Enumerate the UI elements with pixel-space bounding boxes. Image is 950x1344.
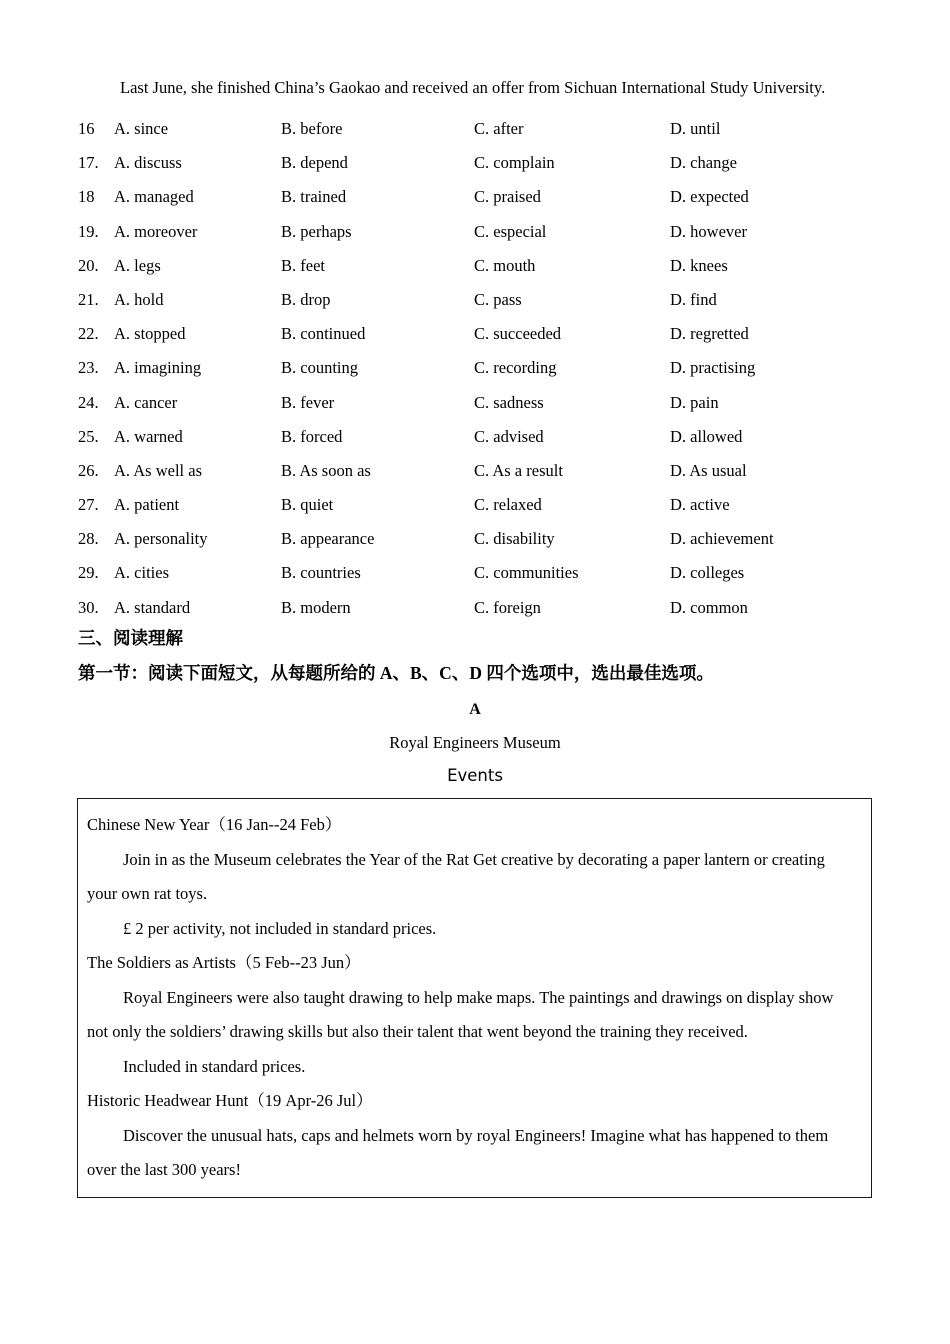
option-choice-b[interactable]: B. quiet: [281, 495, 334, 515]
option-row: [78, 488, 878, 522]
option-choice-b[interactable]: B. perhaps: [281, 221, 352, 241]
option-choice-c[interactable]: C. especial: [474, 221, 547, 241]
option-row: [78, 317, 878, 351]
option-number: 30.: [78, 597, 99, 617]
option-choice-c[interactable]: C. after: [474, 119, 524, 138]
events-title: Events: [447, 766, 503, 785]
option-choice-d[interactable]: D. practising: [670, 358, 756, 378]
option-choice-a[interactable]: A. personality: [114, 529, 208, 549]
option-choice-a[interactable]: A. imagining: [114, 358, 202, 378]
option-choice-c[interactable]: C. recording: [474, 358, 557, 378]
option-choice-a[interactable]: A. cities: [114, 563, 169, 583]
option-choice-b[interactable]: B. forced: [281, 426, 343, 446]
event-description: Join in as the Museum celebrates the Year of the Rat Get creative by decorating a paper lantern or creating your own rat toys.: [87, 849, 825, 903]
option-choice-b[interactable]: B. depend: [281, 153, 348, 173]
option-row: [78, 351, 878, 385]
option-choice-d[interactable]: D. pain: [670, 392, 719, 412]
option-choice-d[interactable]: D. achievement: [670, 529, 774, 549]
option-choice-a[interactable]: A. warned: [114, 426, 183, 446]
option-choice-c[interactable]: C. pass: [474, 289, 522, 309]
option-choice-d[interactable]: D. regretted: [670, 324, 749, 344]
option-choice-d[interactable]: D. colleges: [670, 563, 745, 583]
option-choice-c[interactable]: C. As a result: [474, 460, 563, 480]
option-choice-d[interactable]: D. however: [670, 221, 747, 241]
option-choice-d[interactable]: D. find: [670, 289, 717, 309]
event-description: Royal Engineers were also taught drawing to help make maps. The paintings and drawings on display show not only the soldiers’ drawing skills but also their talent that went beyond the training they received.: [87, 987, 834, 1041]
option-number: 23.: [78, 358, 99, 378]
option-number: 24.: [78, 392, 99, 412]
event-title: Chinese New Year（16 Jan--24 Feb）: [87, 815, 342, 834]
option-choice-b[interactable]: B. counting: [281, 358, 358, 378]
option-row: [78, 556, 878, 590]
option-choice-b[interactable]: B. drop: [281, 289, 331, 309]
section-heading-reading-comprehension: 三、阅读理解: [78, 628, 183, 648]
option-choice-c[interactable]: C. complain: [474, 153, 555, 173]
option-choice-b[interactable]: B. modern: [281, 597, 351, 617]
event-description: Discover the unusual hats, caps and helmets worn by royal Engineers! Imagine what has happened to them over the last 300 years!: [87, 1125, 829, 1179]
option-number: 27.: [78, 495, 99, 515]
event-title: Historic Headwear Hunt（19 Apr-26 Jul）: [87, 1091, 373, 1110]
option-number: 19.: [78, 221, 99, 241]
option-choice-c[interactable]: C. foreign: [474, 597, 541, 617]
option-choice-c[interactable]: C. mouth: [474, 255, 536, 275]
option-choice-b[interactable]: B. before: [281, 119, 343, 138]
option-choice-c[interactable]: C. sadness: [474, 392, 544, 412]
events-box: [77, 798, 872, 1198]
option-choice-d[interactable]: D. until: [670, 119, 721, 138]
option-choice-c[interactable]: C. advised: [474, 426, 544, 446]
option-row: [78, 386, 878, 420]
option-choice-a[interactable]: A. discuss: [114, 153, 182, 173]
option-row: [78, 454, 878, 488]
option-row: [78, 215, 878, 249]
option-row: [78, 591, 878, 625]
cloze-options-list: [78, 112, 878, 625]
passage-letter: A: [469, 701, 481, 718]
option-choice-a[interactable]: A. cancer: [114, 392, 178, 412]
option-row: [78, 146, 878, 180]
option-choice-d[interactable]: D. knees: [670, 255, 728, 275]
option-choice-b[interactable]: B. continued: [281, 324, 366, 344]
option-choice-a[interactable]: A. standard: [114, 597, 191, 617]
option-choice-a[interactable]: A. legs: [114, 255, 161, 275]
option-choice-a[interactable]: A. hold: [114, 289, 164, 309]
option-choice-c[interactable]: C. succeeded: [474, 324, 562, 344]
option-row: [78, 420, 878, 454]
option-choice-d[interactable]: D. As usual: [670, 460, 747, 480]
option-choice-a[interactable]: A. As well as: [114, 460, 202, 480]
option-row: [78, 112, 878, 146]
option-row: [78, 522, 878, 556]
option-choice-d[interactable]: D. change: [670, 153, 737, 173]
option-number: 18: [78, 187, 95, 207]
option-number: 16: [78, 119, 95, 138]
option-choice-a[interactable]: A. managed: [114, 187, 194, 207]
option-number: 17.: [78, 153, 99, 173]
option-number: 25.: [78, 426, 99, 446]
option-number: 22.: [78, 324, 99, 344]
option-choice-b[interactable]: B. appearance: [281, 529, 375, 549]
option-row: [78, 283, 878, 317]
event-price-note: £ 2 per activity, not included in standard prices.: [123, 918, 437, 938]
option-row: [78, 180, 878, 214]
option-number: 21.: [78, 289, 99, 309]
option-choice-b[interactable]: B. trained: [281, 187, 347, 207]
option-choice-c[interactable]: C. disability: [474, 529, 555, 549]
event-title: The Soldiers as Artists（5 Feb--23 Jun）: [87, 953, 361, 972]
event-price-note: Included in standard prices.: [123, 1056, 306, 1076]
option-choice-a[interactable]: A. since: [114, 119, 169, 138]
option-number: 26.: [78, 460, 99, 480]
option-number: 20.: [78, 255, 99, 275]
option-number: 29.: [78, 563, 99, 583]
intro-sentence: Last June, she finished China’s Gaokao and received an offer from Sichuan International Study University.: [120, 78, 826, 97]
option-row: [78, 249, 878, 283]
option-choice-d[interactable]: D. active: [670, 495, 730, 515]
option-choice-c[interactable]: C. communities: [474, 563, 579, 583]
option-choice-a[interactable]: A. moreover: [114, 221, 198, 241]
option-choice-a[interactable]: A. patient: [114, 495, 180, 515]
option-choice-c[interactable]: C. praised: [474, 187, 541, 207]
option-choice-c[interactable]: C. relaxed: [474, 495, 542, 515]
option-number: 28.: [78, 529, 99, 549]
section-subheading-part-one: 第一节：阅读下面短文，从每题所给的 A、B、C、D 四个选项中，选出最佳选项。: [78, 663, 714, 683]
option-choice-d[interactable]: D. expected: [670, 187, 749, 207]
option-choice-b[interactable]: B. fever: [281, 392, 335, 412]
option-choice-a[interactable]: A. stopped: [114, 324, 186, 344]
option-choice-b[interactable]: B. feet: [281, 255, 325, 275]
option-choice-d[interactable]: D. allowed: [670, 426, 743, 446]
option-choice-d[interactable]: D. common: [670, 597, 748, 617]
option-choice-b[interactable]: B. countries: [281, 563, 361, 583]
option-choice-b[interactable]: B. As soon as: [281, 460, 371, 480]
museum-title: Royal Engineers Museum: [389, 733, 561, 752]
